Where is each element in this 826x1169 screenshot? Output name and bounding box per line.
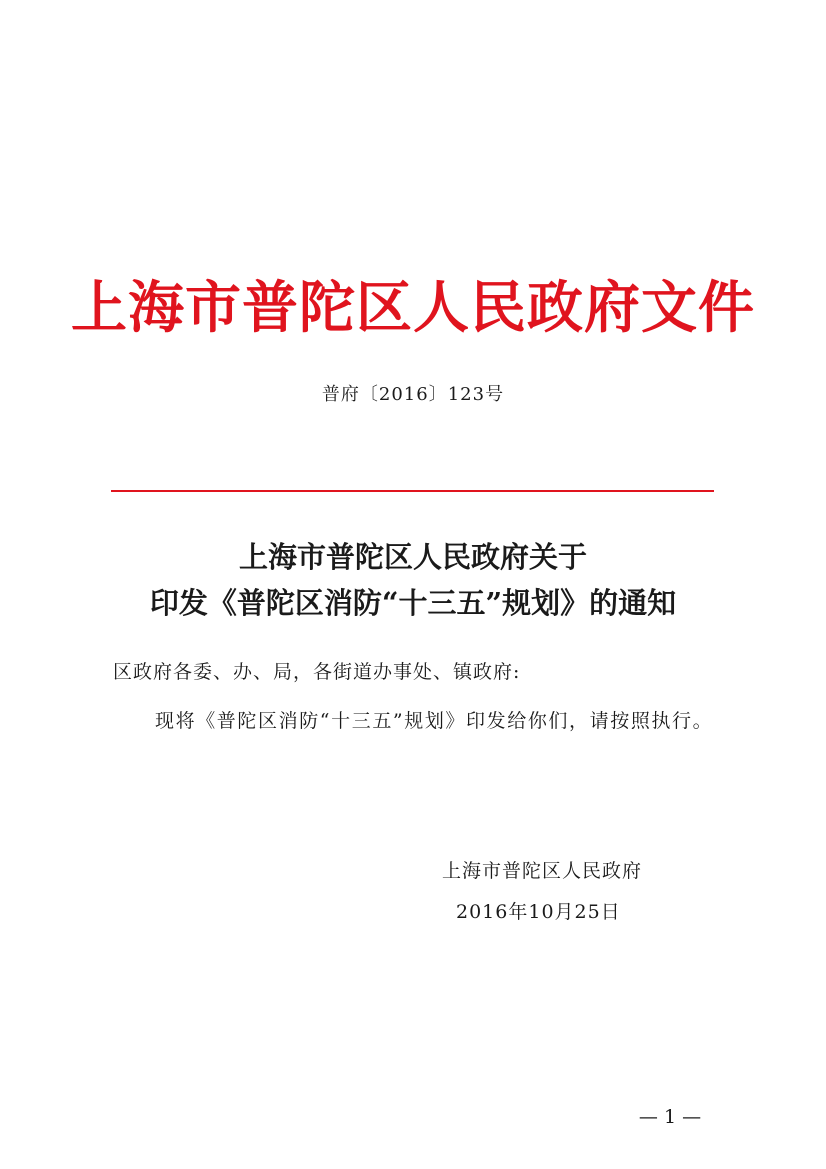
red-divider-line [111,490,714,492]
notice-title [0,534,826,626]
document-header-title: 上海市普陀区人民政府文件 [71,275,755,341]
notice-title-line-1: 上海市普陀区人民政府关于 [238,540,587,574]
notice-title-line-2: 印发《普陀区消防“十三五”规划》的通知 [149,586,677,620]
body-paragraph: 现将《普陀区消防“十三五”规划》印发给你们，请按照执行。 [155,710,714,732]
recipients-line: 区政府各委、办、局，各街道办事处、镇政府: [113,661,521,683]
signature-organization: 上海市普陀区人民政府 [442,860,643,882]
signature-date: 2016年10月25日 [456,901,621,923]
page-number: — 1 — [638,1106,702,1128]
document-number: 普府〔2016〕123号 [321,384,505,405]
